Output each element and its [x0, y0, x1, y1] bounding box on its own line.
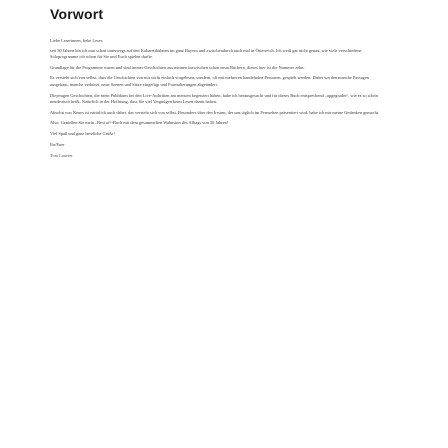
- closing-text: Viel Spaß und ganz herzliche Grüße!: [50, 131, 115, 137]
- page-title: Vorwort: [50, 6, 104, 22]
- preface-body: [50, 38, 384, 163]
- closing-names: Ihr/Euer: [50, 141, 65, 147]
- paragraph: Absolut was Neues ist natürlich auch dabei, das versteht sich von selbst. Besonders über den Irrsinn, der uns täglich im Fernsehen präsentiert wird, habe ich mir meine Gedanken gemacht.: [50, 109, 380, 115]
- paragraph: Grundlage für die Programme waren und sind immer Geschichten aus meinen inzwischen schon neun Büchern, dieses hier ist die Nummer zehn.: [50, 64, 305, 70]
- paragraph: seit 30 Jahren bin ich nun schon unterwegs auf den Kabarettbühnen im ganz Bayern und zwischendurch auch mal in Österreich. Ich weiß gar nicht genau, wie viele verschiedene Soloprogramme ich schon für Sie und Euch spielen durfte.: [50, 47, 362, 59]
- paragraph: Also: Genießen Sie mein „Best of“-Buch mit dem gesammelten Wahnsinn des Alltags von 30 Jahren!: [50, 120, 229, 126]
- signature-name: Toni Lauerer: [50, 152, 73, 158]
- paragraph: Diejenigen Geschichten, die mein Publikum bei den Live-Auftritten am meisten begeistert haben, habe ich herausgesucht und für dieses Buch entsprechend „upgegradet“, wie es so schön neudeutsch heißt. Natürlich in der Hoffnung, dass Sie viel Vergnügen beim Lesen damit haben.: [50, 92, 378, 105]
- paragraph: Es versteht sich von selbst, dass die Geschichten von mir nicht einfach vorgelesen, sondern, oft mit mehreren handelnden Personen, gespielt werden. Dabei werden manche Passagen ausgebaut, manche verkürzt, neue Szenen und Sätze eingefügt und Formulierungen abgeändert.: [50, 75, 370, 87]
- greeting-text: Liebe Leserinnen, liebe Leser,: [50, 38, 104, 43]
